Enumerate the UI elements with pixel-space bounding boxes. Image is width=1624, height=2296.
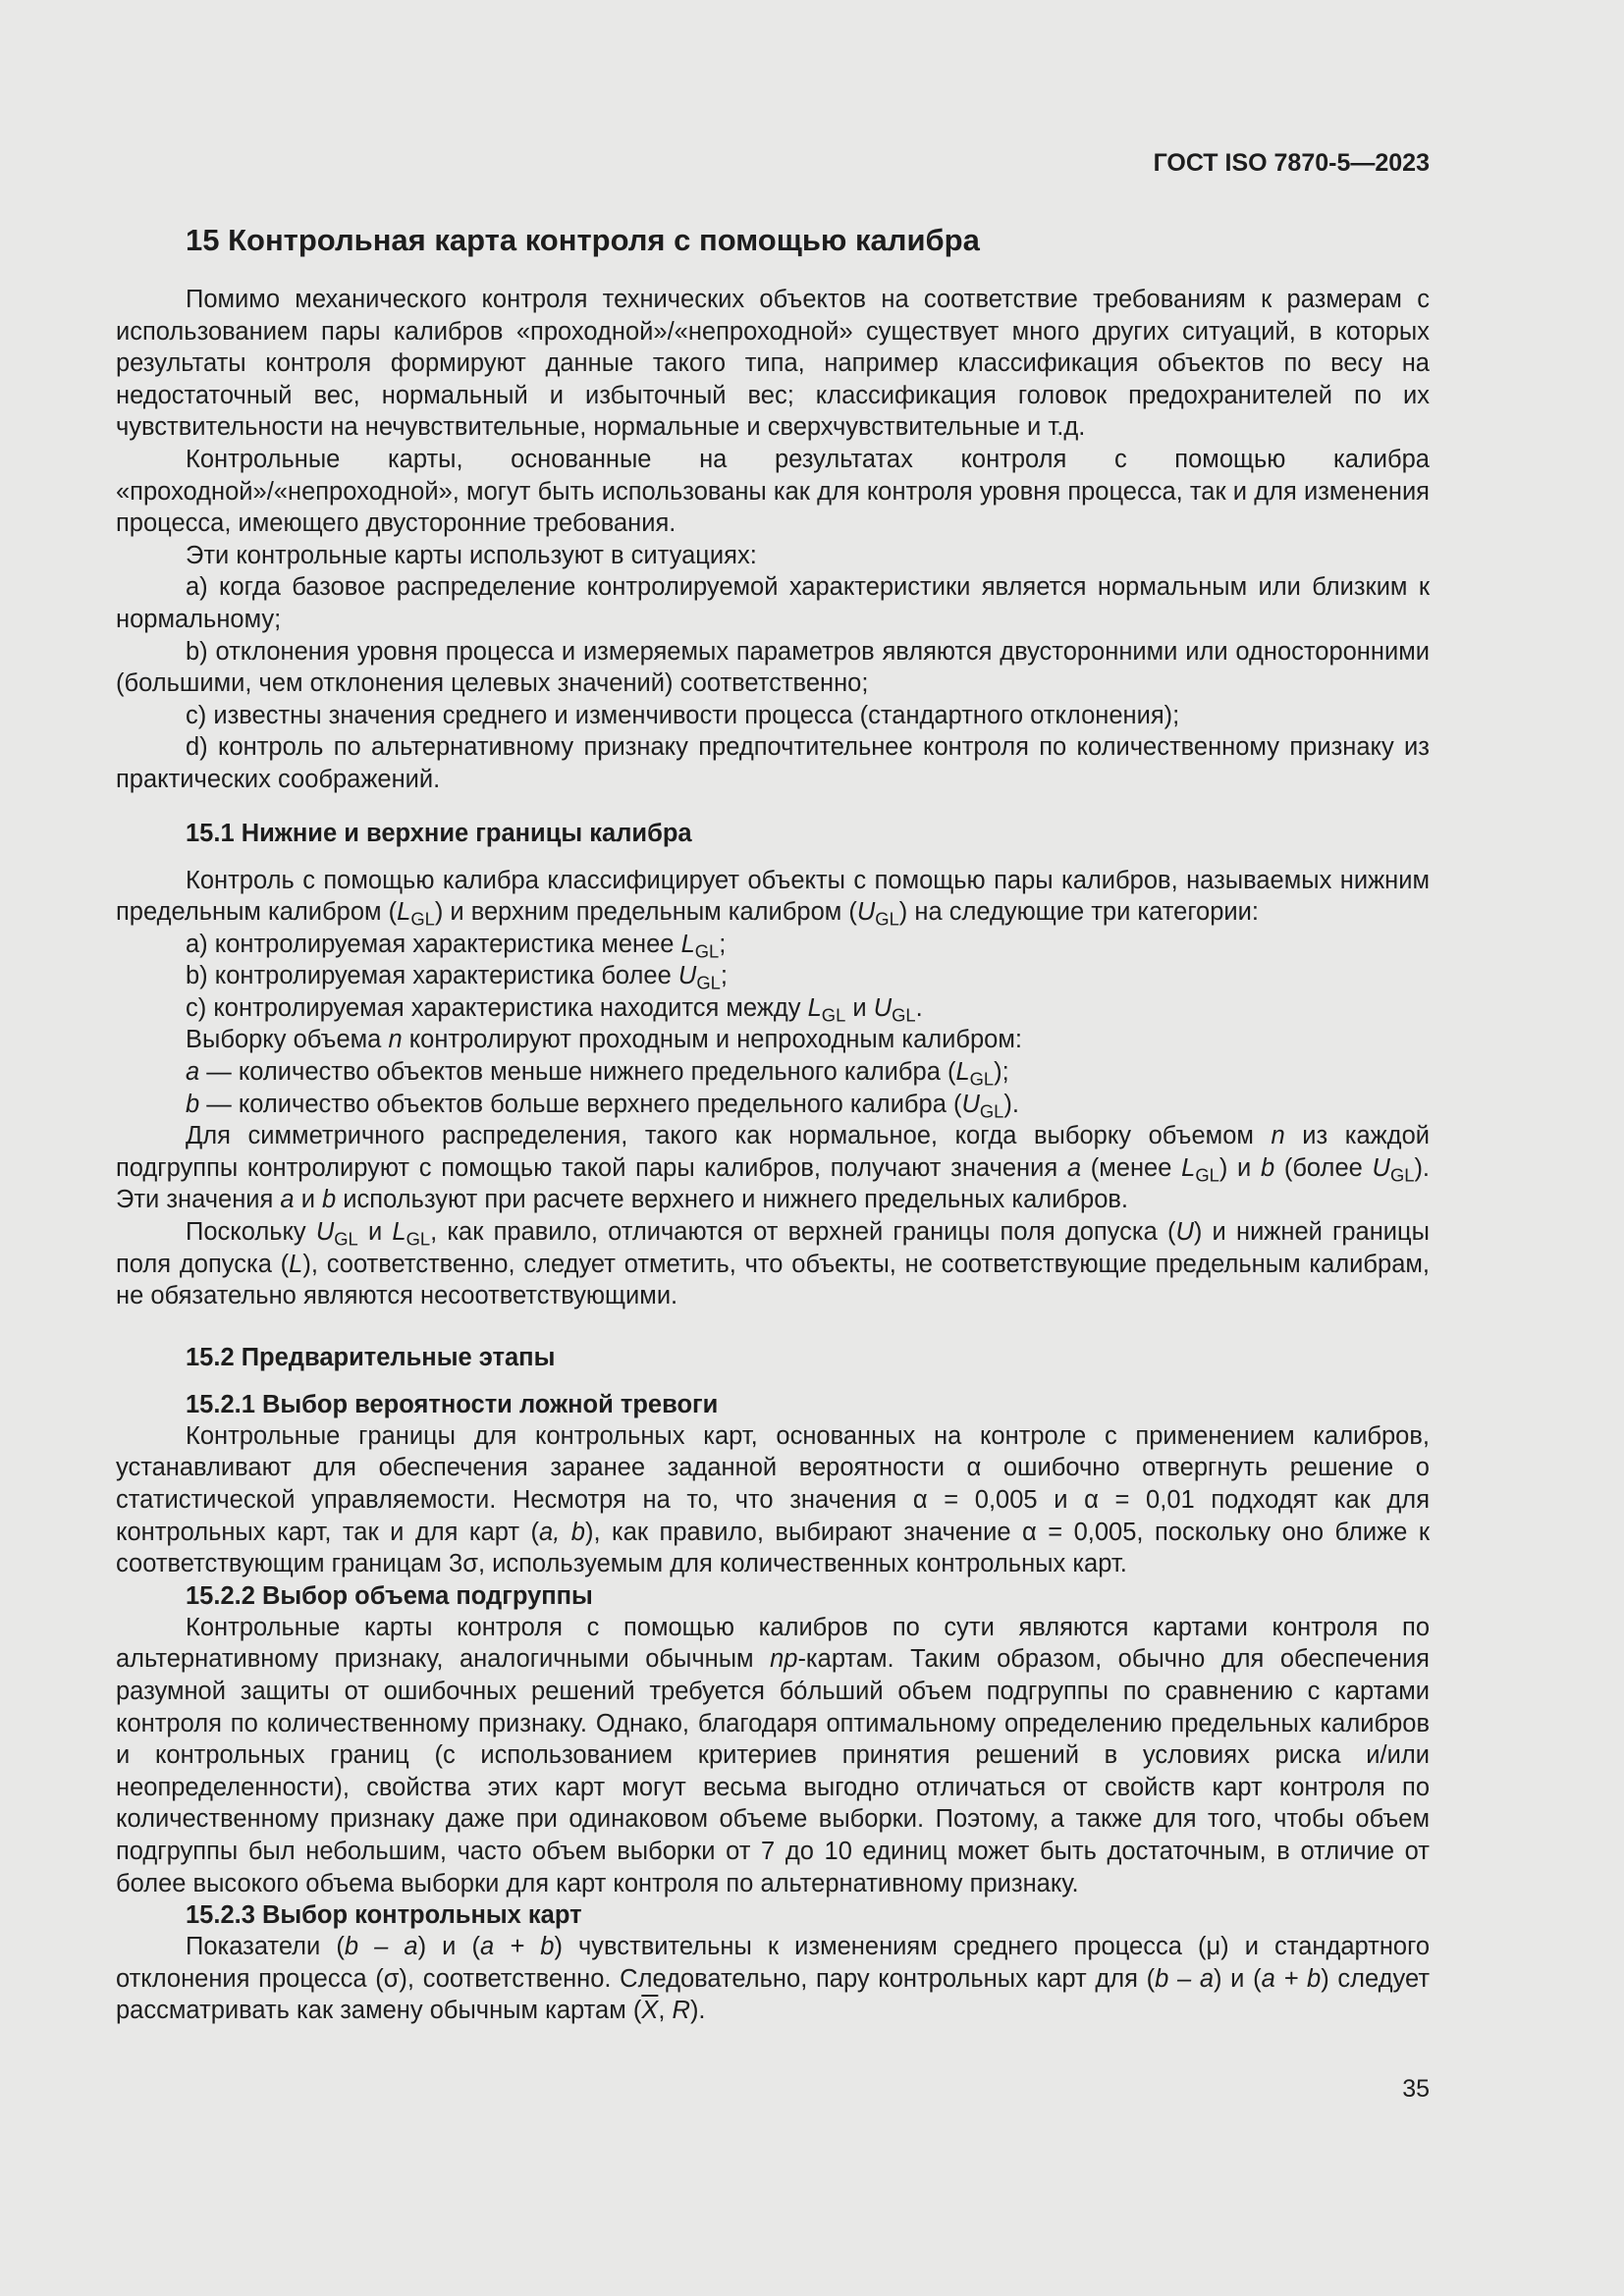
list-item: a) контролируемая характеристика менее $L_{GL}$; bbox=[186, 930, 727, 962]
page-number: 35 bbox=[1402, 2075, 1430, 2103]
paragraph: Контроль с помощью калибра классифицирует объекты с помощью пары калибров, называемых нижним предельным калибром $(L_{GL})$ и верхним предельным калибром $(U_{GL})$ на следующие три категории: bbox=[116, 866, 1430, 930]
paragraph: Контрольные карты контроля с помощью калибров по сути являются картами контроля по альтернативному признаку, аналогичными обычным np-картам. Таким образом, обычно для обеспечения разумной защиты от ошибочных решений требуется бо́льший объем подгруппы по сравнению с картами контроля по количественному признаку. Однако, благодаря оптимальному определению предельных калибров и контрольных границ (с использованием критериев принятия решений в условиях риска и/или неопределенности), свойства этих карт могут весьма выгодно отличаться от свойств карт контроля по количественному признаку даже при одинаковом объеме выборки. Поэтому, а также для того, чтобы объем подгруппы был небольшим, часто объем выборки от 7 до 10 единиц может быть достаточным, в отличие от более высокого объема выборки для карт контроля по альтернативному признаку. bbox=[116, 1613, 1430, 1897]
list-item: c) известны значения среднего и изменчивости процесса (стандартного отклонения); bbox=[186, 701, 1180, 729]
definition-item: b — количество объектов больше верхнего предельного калибра $(U_{GL})$. bbox=[186, 1090, 1019, 1122]
paragraph: Помимо механического контроля технических объектов на соответствие требованиям к размерам с использованием пары калибров «проходной»/«непроходной» существует много других ситуаций, в которых результаты контроля формируют данные такого типа, например классификация объектов по весу на недостаточный вес, нормальный и избыточный вес; классификация головок предохранителей по их чувствительности на нечувствительные, нормальные и сверхчувствительные и т.д. bbox=[116, 286, 1430, 442]
paragraph: Контрольные границы для контрольных карт, основанных на контроле с применением калибров, устанавливают для обеспечения заранее заданной вероятности α ошибочно отвергнуть решение о статистической управляемости. Несмотря на то, что значения α = 0,005 и α = 0,01 подходят как для контрольных карт, так и для карт (a, b), как правило, выбирают значение α = 0,005, поскольку оно ближе к соответствующим границам 3σ, используемым для количественных контрольных карт. bbox=[116, 1421, 1430, 1578]
paragraph: Для симметричного распределения, такого как нормальное, когда выборку объемом n из каждой подгруппы контролируют с помощью такой пары калибров, получают значения a (менее $L_{GL}$) и b (более $U_{GL}$). Эти значения a и b используют при расчете верхнего и нижнего предельных калибров. bbox=[116, 1122, 1431, 1214]
section-title: 15 Контрольная карта контроля с помощью калибра bbox=[186, 223, 980, 257]
document-page bbox=[116, 147, 1430, 2027]
paragraph: Показатели (b – a) и (a + b) чувствительны к изменениям среднего процесса (μ) и стандартного отклонения процесса (σ), соответственно. Следовательно, пару контрольных карт для (b – a) и (a + b) следует рассматривать как замену обычным картам ($\overline{X}$, R). bbox=[116, 1933, 1431, 2025]
list-item: c) контролируемая характеристика находится между $L_{GL}$ и $U_{GL}$. bbox=[186, 993, 923, 1026]
subsubsection-title: 15.2.3 Выбор контрольных карт bbox=[186, 1901, 582, 1930]
definition-item: a — количество объектов меньше нижнего предельного калибра $(L_{GL})$; bbox=[186, 1058, 1009, 1090]
list-item: a) когда базовое распределение контролируемой характеристики является нормальным или близким к нормальному; bbox=[116, 573, 1430, 633]
list-item: b) контролируемая характеристика более $U_{GL}$; bbox=[186, 962, 728, 993]
subsection-title: 15.1 Нижние и верхние границы калибра bbox=[186, 819, 692, 847]
paragraph: Выборку объема n контролируют проходным и непроходным калибром: bbox=[186, 1026, 1022, 1054]
subsubsection-title: 15.2.1 Выбор вероятности ложной тревоги bbox=[186, 1390, 719, 1418]
list-item: d) контроль по альтернативному признаку предпочтительнее контроля по количественному признаку из практических соображений. bbox=[116, 733, 1430, 793]
paragraph: Эти контрольные карты используют в ситуациях: bbox=[186, 541, 757, 569]
list-item: b) отклонения уровня процесса и измеряемых параметров являются двусторонними или односторонними (большими, чем отклонения целевых значений) соответственно; bbox=[116, 637, 1430, 698]
paragraph: Поскольку $U_{GL}$ и $L_{GL}$, как правило, отличаются от верхней границы поля допуска (U) и нижней границы поля допуска (L), соответственно, следует отметить, что объекты, не соответствующие предельным калибрам, не обязательно являются несоответствующими. bbox=[116, 1218, 1431, 1310]
subsection-title: 15.2 Предварительные этапы bbox=[186, 1343, 556, 1371]
document-code: ГОСТ ISO 7870-5—2023 bbox=[1153, 149, 1430, 177]
paragraph: Контрольные карты, основанные на результатах контроля с помощью калибра «проходной»/«непроходной», могут быть использованы как для контроля уровня процесса, так и для изменения процесса, имеющего двусторонние требования. bbox=[116, 445, 1430, 538]
subsubsection-title: 15.2.2 Выбор объема подгруппы bbox=[186, 1581, 593, 1610]
